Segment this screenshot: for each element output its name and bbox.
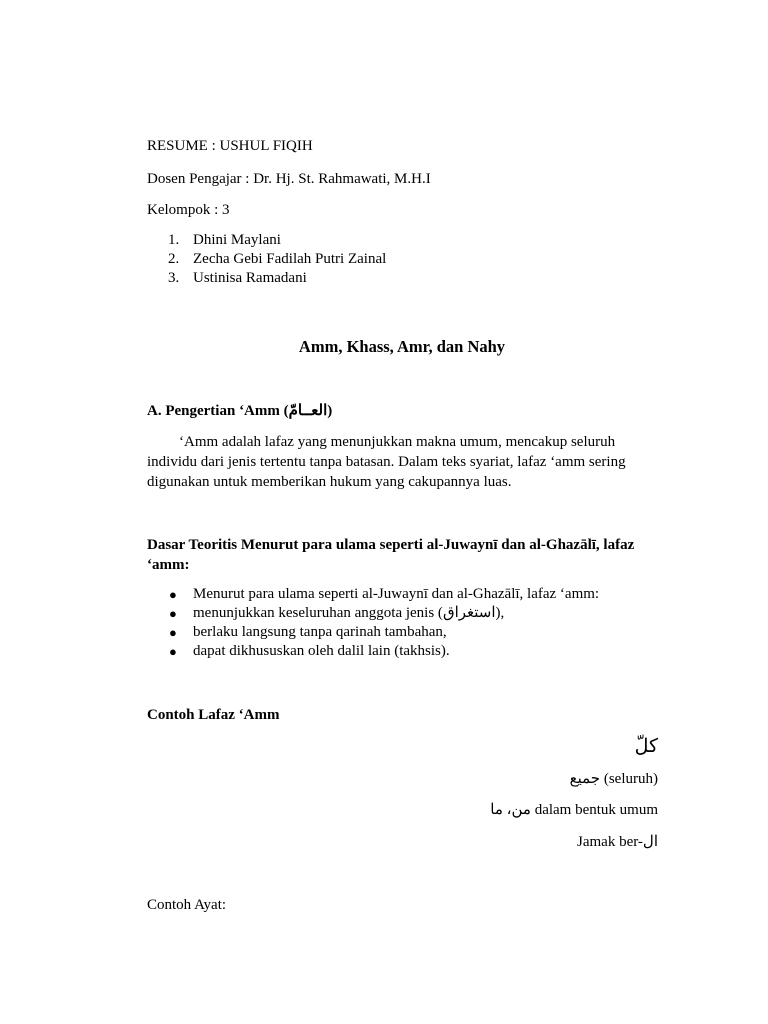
paragraph-line: individu dari jenis tertentu tanpa batasan. Dalam teks syariat, lafaz ‘amm sering (147, 454, 626, 470)
bullet-text: menunjukkan keseluruhan anggota jenis (استغراق), (193, 605, 505, 621)
paragraph-line: digunakan untuk memberikan hukum yang cakupannya luas. (147, 474, 512, 490)
member-name: Ustinisa Ramadani (193, 270, 307, 286)
resume-title: RESUME : USHUL FIQIH (147, 138, 313, 154)
list-number: 3. (168, 270, 180, 286)
member-name: Zecha Gebi Fadilah Putri Zainal (193, 251, 387, 267)
list-item (168, 231, 386, 250)
member-list (168, 231, 386, 288)
paragraph-line: ‘Amm adalah lafaz yang menunjukkan makna umum, mencakup seluruh (179, 434, 616, 450)
group-line: Kelompok : 3 (147, 202, 230, 218)
jamak-prefix: Jamak ber- (577, 834, 643, 850)
arabic-man-ma: من، ما (490, 802, 531, 818)
arabic-al: ال (642, 834, 658, 850)
lecturer-line: Dosen Pengajar : Dr. Hj. St. Rahmawati, M.H.I (147, 171, 431, 187)
man-ma-note: dalam bentuk umum (534, 802, 658, 818)
bullet-icon: ● (169, 625, 177, 640)
bullet-icon: ● (169, 606, 177, 621)
example-jamak (577, 832, 658, 852)
list-number: 2. (168, 251, 180, 267)
list-item (168, 642, 599, 661)
list-item (168, 585, 599, 604)
bullet-text: Menurut para ulama seperti al-Juwaynī dan al-Ghazālī, lafaz ‘amm: (193, 586, 600, 602)
document-title: Amm, Khass, Amr, dan Nahy (298, 337, 506, 356)
bullet-icon: ● (169, 587, 177, 602)
bullet-text: berlaku langsung tanpa qarinah tambahan, (193, 624, 447, 640)
bullet-text: dapat dikhususkan oleh dalil lain (takhsis). (193, 643, 450, 659)
contoh-heading: Contoh Lafaz ‘Amm (147, 707, 280, 723)
jami-note: (seluruh) (603, 771, 658, 787)
arabic-jami: جميع (569, 771, 601, 787)
list-number: 1. (168, 232, 180, 248)
bullet-icon: ● (169, 644, 177, 659)
dasar-bullet-list (168, 585, 599, 661)
dasar-heading-line1: Dasar Teoritis Menurut para ulama seperti al-Juwaynī dan al-Ghazālī, lafaz (147, 537, 635, 553)
list-item (168, 604, 599, 623)
section-a-heading: A. Pengertian ‘Amm (العــامّ) (147, 403, 333, 419)
list-item (168, 250, 386, 269)
list-item (168, 269, 386, 288)
example-man-ma (490, 800, 658, 820)
member-name: Dhini Maylani (193, 232, 281, 248)
dasar-heading-line2: ‘amm: (147, 557, 190, 573)
list-item (168, 623, 599, 642)
section-a-paragraph (147, 432, 647, 492)
arabic-kull: كلّ (634, 736, 658, 757)
contoh-ayat-label: Contoh Ayat: (147, 897, 227, 913)
example-jami (570, 769, 658, 789)
